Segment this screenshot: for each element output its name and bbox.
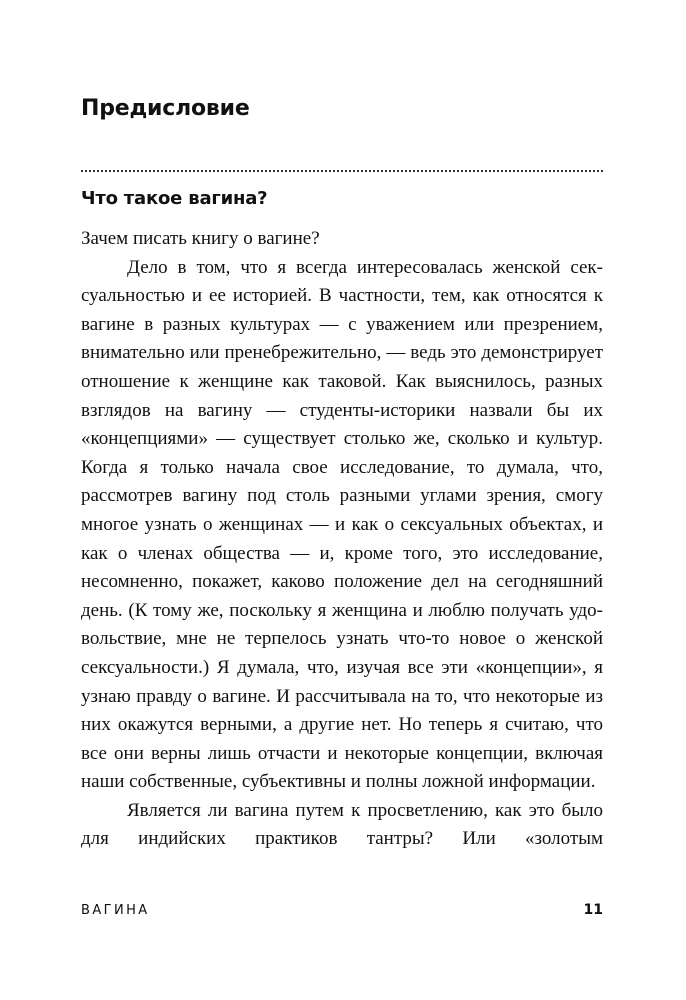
- section-title: Что такое вагина?: [81, 188, 268, 209]
- paragraph-lead: Зачем писать книгу о вагине?: [81, 228, 320, 249]
- running-footer-title: ВАГИНА: [81, 903, 150, 918]
- paragraph: Дело в том, что я всегда интересовалась женской сексуальностью и ее историей. В частности, тем, как относятся к вагине в разных культурах — с уважением или презрением, внимательно или пренебрежительно, — ведь это демонстрирует отношение к женщине как таковой. Как выяснилось, разных взглядов на вагину — студенты-историки назвали бы их «концепциями» — существует столько же, сколько и культур. Когда я только начала свое исследование, то думала, что, рассмотрев вагину под столь разными углами зрения, смогу многое узнать о женщинах — и как о сексуальных объектах, и как о членах общества — и, кроме того, это исследование, несомненно, покажет, каково положение дел на сегодняшний день. (К тому же, поскольку я женщина и люблю получать удовольствие, мне не терпелось узнать что-то новое о женской сексуальности.) Я думала, что, изучая все эти «концепции», я узнаю правду о вагине. И рассчитывала на то, что некоторые из них окажутся верными, а другие нет. Но теперь я считаю, что все они верны лишь отчасти и некоторые концепции, включая наши собственные, субъективны и полны ложной информации.: [81, 256, 603, 793]
- body-text: [81, 225, 603, 854]
- page-number: 11: [583, 902, 603, 918]
- paragraph: Является ли вагина путем к просветлению, как это было для индийских практиков тантры? Или «золотым: [81, 799, 603, 850]
- dotted-divider: [81, 170, 603, 172]
- chapter-title: Предисловие: [81, 96, 250, 121]
